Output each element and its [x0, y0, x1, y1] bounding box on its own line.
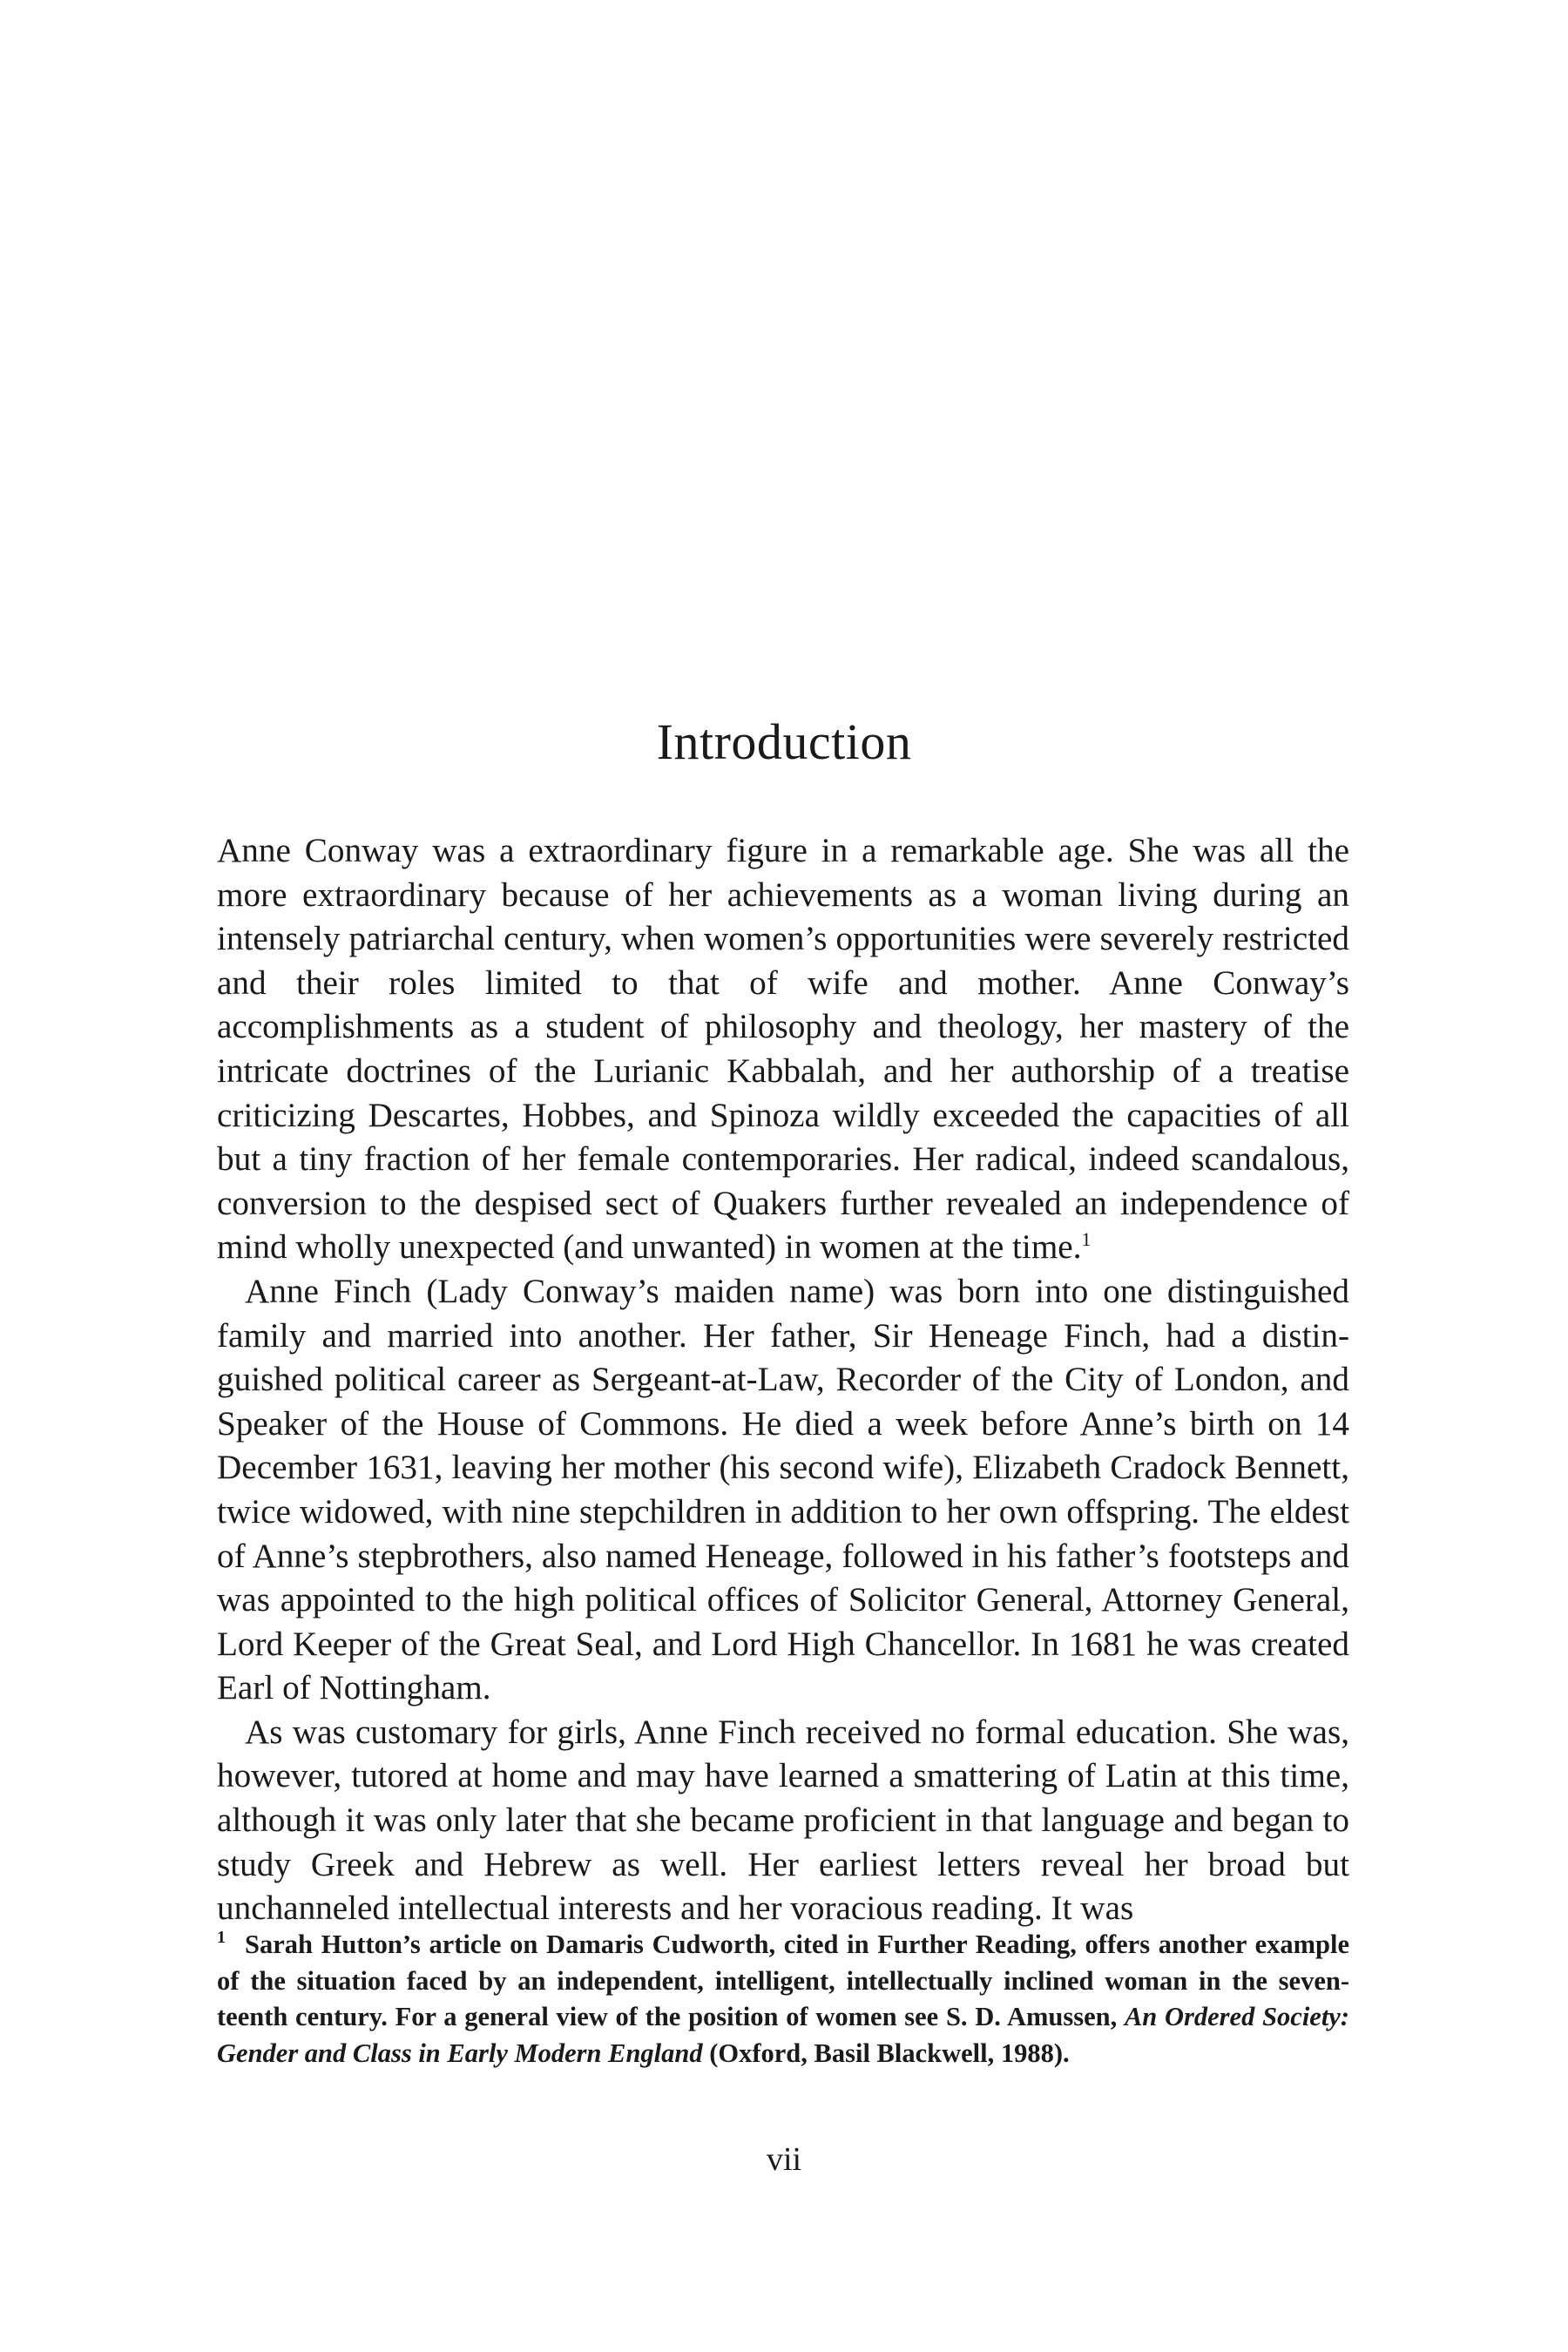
paragraph-3: As was customary for girls, Anne Finch received no formal education. She was, however, tutored at home and may have learned a smattering of Latin at this time, although it was only later that she became proficient in that language and began to study Greek and Hebrew as well. Her earliest letters reveal her broad but unchanneled intellectual interests and her voracious reading. It was	[217, 1713, 1349, 1928]
paragraph-1-text: Anne Conway was a extraordinary figure in a remarkable age. She was all the more extraordinary because of her achievements as a woman living during an intensely patriarchal century, when women’s opportunities were severely restricted and their roles limited to that of wife and mother. Anne Conway’s accomplishments as a student of philosophy and theology, her mastery of the intricate doctrines of the Lurianic Kabbalah, and her authorship of a treatise criticizing Descartes, Hobbes, and Spinoza wildly exceeded the capacities of all but a tiny fraction of her female contemporaries. Her radical, indeed scandalous, conversion to the despised sect of Quakers further revealed an independence of mind wholly unexpected (and unwanted) in women at the time.	[217, 832, 1349, 1267]
chapter-title: Introduction	[656, 713, 912, 770]
footnote-text-before: Sarah Hutton’s article on Damaris Cudworth, cited in Further Reading, offers another example of the situation faced by an independent, intelligent, intellectually inclined woman in the seventeenth century. For a general view of the position of women see S. D. Amussen,	[217, 1930, 1349, 2031]
footnote: 1 Sarah Hutton’s article on Damaris Cudworth, cited in Further Reading, offers another example of the situation faced by an independent, intelligent, intellectually inclined woman in the seventeenth century. For a general view of the position of women see S. D. Amussen, An Ordered Society: Gender and Class in Early Modern England (Oxford, Basil Blackwell, 1988).	[217, 1928, 1349, 2068]
footnote-book-title: An Ordered Society: Gender and Class in Early Modern England	[217, 2002, 1349, 2068]
paragraph-2: Anne Finch (Lady Conway’s maiden name) was born into one distinguished family and married into another. Her father, Sir Heneage Finch, had a distinguished political career as Sergeant-at-Law, Recorder of the City of London, and Speaker of the House of Commons. He died a week before Anne’s birth on 14 December 1631, leaving her mother (his second wife), Elizabeth Cradock Bennett, twice widowed, with nine stepchildren in addition to her own offspring. The eldest of Anne’s stepbrothers, also named Heneage, followed in his father’s footsteps and was appointed to the high political offices of Solicitor General, Attorney General, Lord Keeper of the Great Seal, and Lord High Chancellor. In 1681 he was created Earl of Nottingham.	[217, 1272, 1349, 1707]
footnote-reference: 1	[1081, 1228, 1092, 1251]
paragraph-1	[217, 829, 1349, 1270]
body-text	[217, 829, 1349, 1931]
page-number: vii	[766, 2141, 802, 2178]
footnote-text-after: (Oxford, Basil Blackwell, 1988).	[702, 2038, 1070, 2068]
